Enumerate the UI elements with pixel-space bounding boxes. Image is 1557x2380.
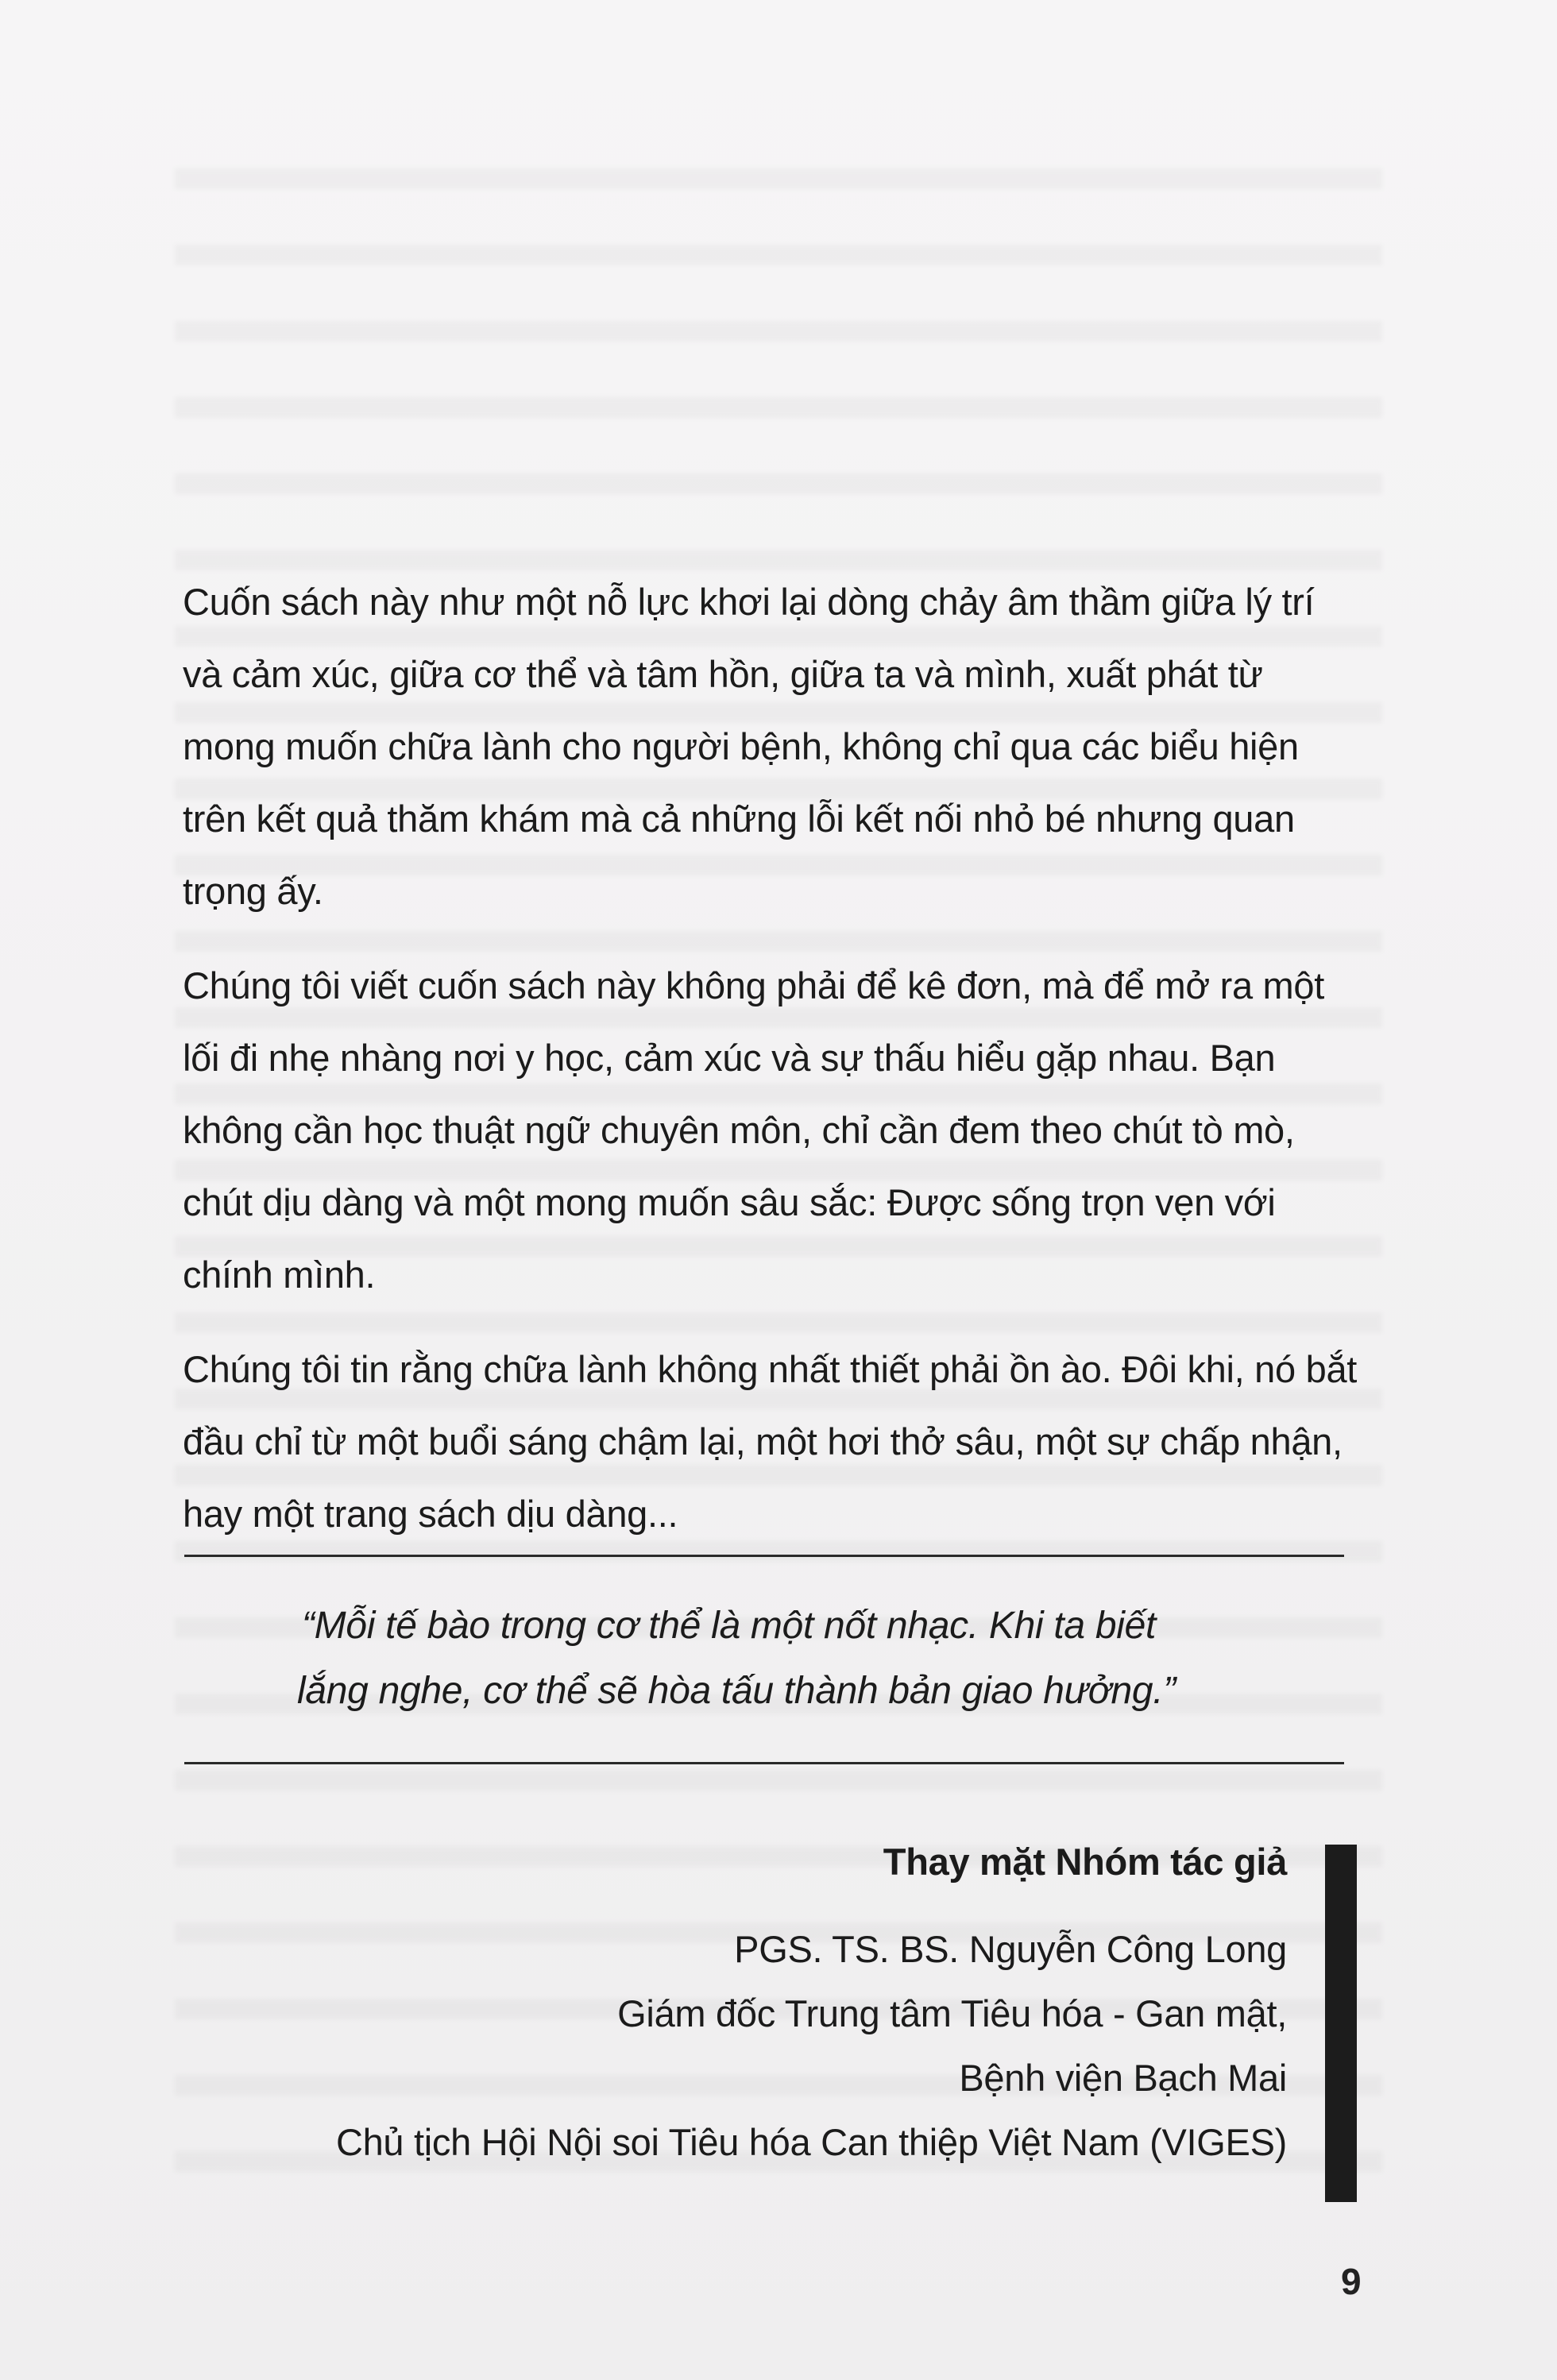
author-position: Giám đốc Trung tâm Tiêu hóa - Gan mật, — [617, 1992, 1287, 2034]
paragraph-1: Cuốn sách này như một nỗ lực khơi lại dòng chảy âm thầm giữa lý trí và cảm xúc, giữa cơ thể và tâm hồn, giữa ta và mình, xuất phát từ mong muốn chữa lành cho người bệnh, không chỉ qua các biểu hiện trên kết quả thăm khám mà cả những lỗi kết nối nhỏ bé nhưng quan trọng ấy. — [183, 581, 1315, 912]
signature-block — [336, 1829, 1287, 2174]
quote-line-1: “Mỗi tế bào trong cơ thể là một nốt nhạc. Khi ta biết — [302, 1605, 1157, 1647]
paragraph-3: Chúng tôi tin rằng chữa lành không nhất thiết phải ồn ào. Đôi khi, nó bắt đầu chỉ từ một buổi sáng chậm lại, một hơi thở sâu, một sự chấp nhận, hay một trang sách dịu dàng... — [183, 1348, 1358, 1535]
signature-title: Thay mặt Nhóm tác giả — [883, 1841, 1287, 1883]
quote-bottom-rule — [184, 1762, 1344, 1764]
pull-quote — [238, 1594, 1366, 1724]
paragraph-2: Chúng tôi viết cuốn sách này không phải để kê đơn, mà để mở ra một lối đi nhẹ nhàng nơi y học, cảm xúc và sự thấu hiểu gặp nhau. Bạn không cần học thuật ngữ chuyên môn, chỉ cần đem theo chút tò mò, chút dịu dàng và một mong muốn sâu sắc: Được sống trọn vẹn với chính mình. — [183, 964, 1324, 1296]
quote-line-2: lắng nghe, cơ thể sẽ hòa tấu thành bản giao hưởng.” — [297, 1670, 1176, 1712]
author-name: PGS. TS. BS. Nguyễn Công Long — [734, 1928, 1287, 1970]
preface-body — [183, 566, 1358, 1572]
author-association: Chủ tịch Hội Nội soi Tiêu hóa Can thiệp Việt Nam (VIGES) — [335, 2121, 1287, 2163]
decorative-side-bar — [1325, 1845, 1357, 2202]
page-number: 9 — [1341, 2261, 1362, 2302]
quote-top-rule — [184, 1555, 1344, 1557]
author-hospital: Bệnh viện Bạch Mai — [959, 2057, 1287, 2099]
